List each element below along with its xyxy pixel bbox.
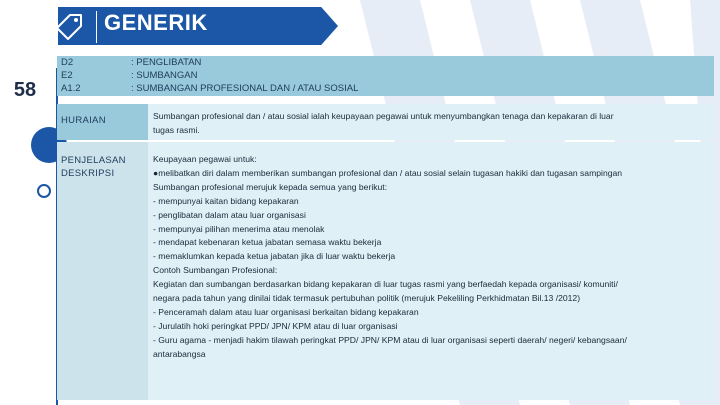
- huraian-row: [57, 104, 714, 140]
- timeline-dot-small: [37, 184, 51, 198]
- penjelasan-line: - penglibatan dalam atau luar organisasi: [153, 209, 306, 220]
- huraian-content-cell: [148, 104, 714, 140]
- info-value: : SUMBANGAN PROFESIONAL DAN / ATAU SOSIAL: [131, 83, 359, 94]
- penjelasan-line: Contoh Sumbangan Profesional:: [153, 265, 278, 276]
- info-row-a12: [61, 83, 358, 95]
- info-code: E2: [61, 70, 73, 81]
- penjelasan-line: Kegiatan dan sumbangan berdasarkan bidang kepakaran di luar tugas rasmi yang berfaedah kepada organisasi/ komuniti/: [153, 279, 618, 290]
- penjelasan-line: Keupayaan pegawai untuk:: [153, 154, 257, 164]
- penjelasan-line: - mempunyai pilihan menerima atau menolak: [153, 223, 325, 234]
- penjelasan-row: [57, 142, 714, 400]
- penjelasan-line: - Jurulatih hoki peringkat PPD/ JPN/ KPM atau di luar organisasi: [153, 320, 398, 331]
- penjelasan-line: Sumbangan profesional merujuk kepada semua yang berikut:: [153, 181, 388, 192]
- penjelasan-text: [153, 153, 708, 362]
- info-value: : SUMBANGAN: [131, 70, 198, 81]
- penjelasan-line: - Guru agama - menjadi hakim tilawah peringkat PPD/ JPN/ KPM atau di luar organisasi seperti daerah/ negeri/ kebangsaan/: [153, 334, 627, 345]
- competency-info-box: [57, 56, 714, 96]
- info-value: : PENGLIBATAN: [131, 57, 202, 68]
- penjelasan-label: PENJELASAN: [61, 155, 126, 166]
- huraian-line: tugas rasmi.: [153, 124, 200, 135]
- huraian-line: Sumbangan profesional dan / atau sosial ialah keupayaan pegawai untuk menyumbangkan tenaga dan kepakaran di luar: [153, 111, 614, 121]
- huraian-text: [153, 110, 708, 138]
- huraian-label-cell: [57, 104, 145, 140]
- penjelasan-line: - mempunyai kaitan bidang kepakaran: [153, 195, 299, 206]
- info-row-e2: [61, 70, 198, 82]
- deskripsi-label: DESKRIPSI: [61, 168, 115, 179]
- penjelasan-line: - mendapat kebenaran ketua jabatan semasa waktu bekerja: [153, 237, 382, 248]
- info-code: D2: [61, 57, 74, 68]
- penjelasan-label-cell: [57, 142, 145, 400]
- info-code: A1.2: [61, 83, 81, 94]
- penjelasan-line: ●melibatkan diri dalam memberikan sumbangan profesional dan / atau sosial selain tugasan hakiki dan tugasan sampingan: [153, 167, 623, 178]
- page-title: GENERIK: [104, 10, 208, 35]
- header-divider: [96, 11, 97, 43]
- penjelasan-line: antarabangsa: [153, 348, 206, 359]
- penjelasan-content-cell: [148, 142, 714, 400]
- penjelasan-line: - Penceramah dalam atau luar organisasi berkaitan bidang kepakaran: [153, 306, 419, 317]
- penjelasan-line: negara pada tahun yang dinilai tidak termasuk pertubuhan politik (merujuk Pekeliling Perkhidmatan Bil.13 /2012): [153, 293, 581, 304]
- tag-icon: [52, 10, 86, 44]
- penjelasan-line: - memaklumkan kepada ketua jabatan jika di luar waktu bekerja: [153, 251, 396, 262]
- huraian-label: HURAIAN: [61, 115, 106, 126]
- page-number: 58: [0, 68, 50, 112]
- info-row-d2: [61, 57, 201, 69]
